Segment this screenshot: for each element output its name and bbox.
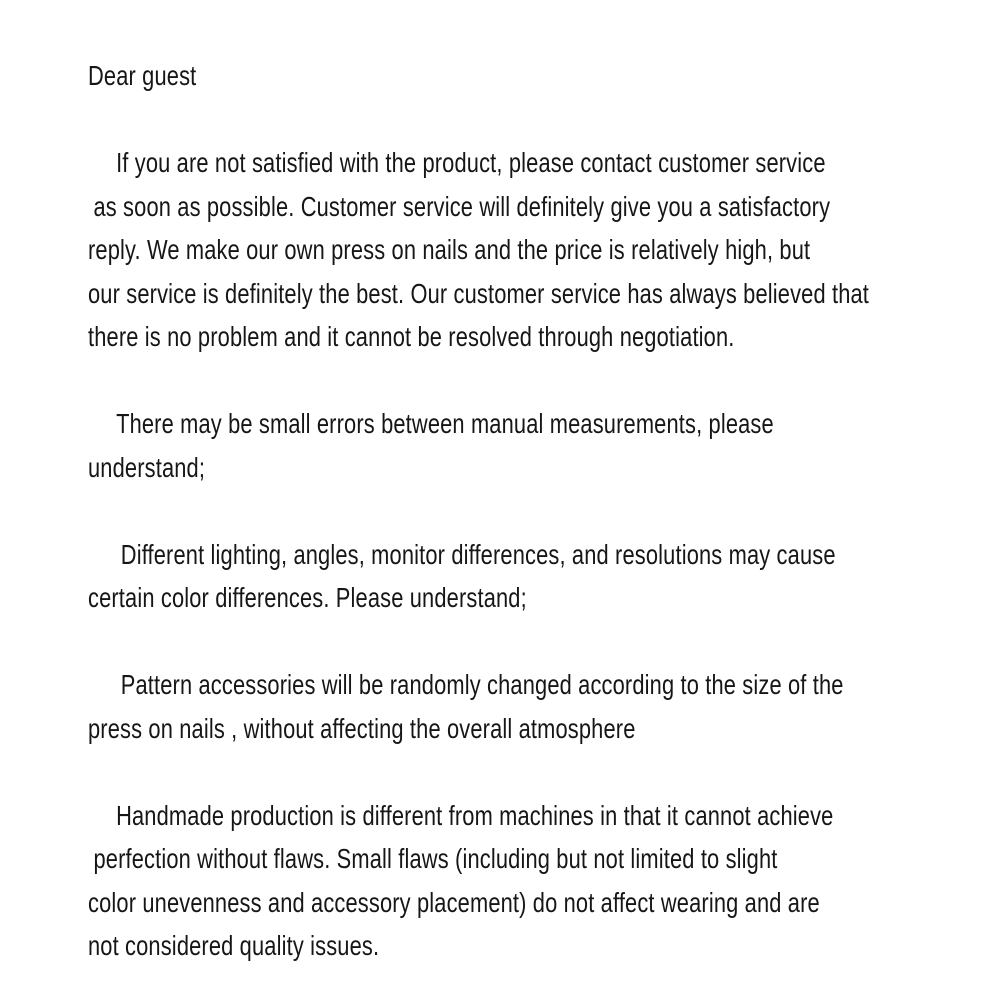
text-line: color unevenness and accessory placement) do not affect wearing and are	[88, 886, 820, 918]
text-line: Handmade production is different from machines in that it cannot achieve	[116, 799, 834, 831]
text-column	[88, 54, 1000, 968]
greeting: Dear guest	[88, 60, 197, 91]
text-line: If you are not satisfied with the product, please contact customer service	[116, 147, 826, 178]
text-line: press on nails , without affecting the overall atmosphere	[88, 712, 636, 744]
text-line: understand;	[88, 451, 206, 483]
paragraph	[88, 141, 1000, 359]
text-line: Pattern accessories will be randomly changed according to the size of the	[120, 669, 844, 700]
text-line: There may be small errors between manual measurements, please	[116, 408, 774, 439]
text-line: perfection without flaws. Small flaws (including but not limited to slight	[93, 843, 778, 874]
text-line: certain color differences. Please understand;	[88, 582, 527, 613]
paragraph	[88, 794, 1000, 968]
text-line: reply. We make our own press on nails and the price is relatively high, but	[88, 234, 811, 265]
text-line: as soon as possible. Customer service will definitely give you a satisfactory	[93, 190, 831, 222]
text-line: not considered quality issues.	[88, 930, 380, 961]
text-line: there is no problem and it cannot be resolved through negotiation.	[88, 321, 735, 352]
text-line: our service is definitely the best. Our customer service has always believed that	[88, 277, 870, 309]
greeting-block	[88, 54, 1000, 98]
paragraph	[88, 663, 1000, 750]
paragraph	[88, 402, 1000, 489]
paragraph	[88, 533, 1000, 620]
text-line: Different lighting, angles, monitor differences, and resolutions may cause	[120, 538, 836, 570]
